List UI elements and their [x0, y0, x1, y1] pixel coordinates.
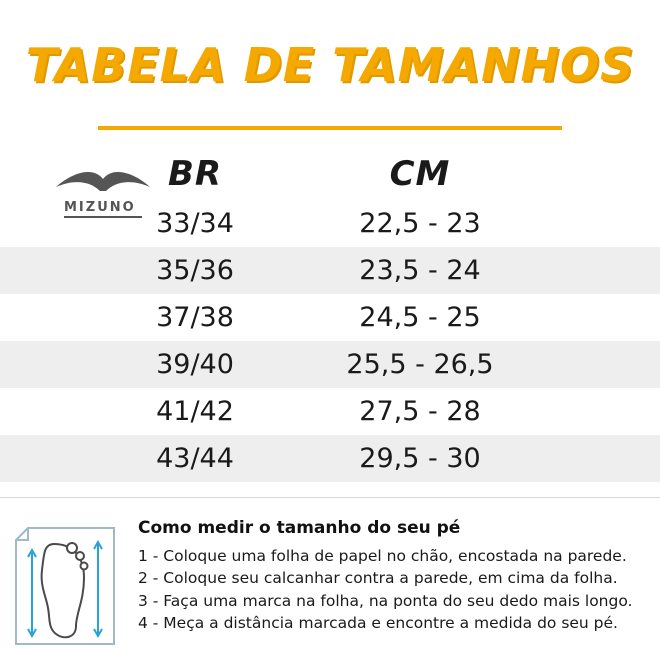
instruction-step: 2 - Coloque seu calcanhar contra a parede, em cima da folha.: [138, 569, 618, 588]
instruction-step: 1 - Coloque uma folha de papel no chão, encostada na parede.: [138, 547, 627, 565]
instructions-title: Como medir o tamanho do seu pé: [138, 518, 461, 538]
cell-cm: 22,5 - 23: [359, 208, 481, 239]
cell-cm: 24,5 - 25: [359, 302, 481, 333]
svg-text:MIZUNO: MIZUNO: [64, 200, 136, 215]
table-row: [0, 435, 660, 482]
cell-cm: 23,5 - 24: [359, 255, 481, 286]
cell-br: 39/40: [156, 349, 234, 380]
column-header-br: BR: [167, 154, 223, 194]
table-row: [0, 247, 660, 294]
cell-br: 35/36: [156, 255, 234, 286]
foot-measure-icon: [0, 512, 138, 660]
cell-br: 33/34: [156, 208, 234, 239]
column-header-cm: CM: [389, 154, 451, 194]
instruction-step: 4 - Meça a distância marcada e encontre a medida do seu pé.: [138, 614, 618, 633]
instruction-step: 3 - Faça uma marca na folha, na ponta do seu dedo mais longo.: [138, 591, 633, 610]
measure-instructions: [0, 512, 660, 660]
cell-br: 43/44: [156, 443, 234, 474]
instructions-text: [138, 512, 632, 660]
cell-cm: 27,5 - 28: [359, 396, 481, 427]
table-bottom-divider: [0, 497, 660, 498]
table-row: [0, 294, 660, 341]
table-header-row: [0, 148, 660, 200]
cell-cm: 29,5 - 30: [359, 443, 481, 474]
cell-br: 37/38: [156, 302, 234, 333]
table-row: [0, 388, 660, 435]
title-divider: [98, 126, 562, 130]
table-row: [0, 200, 660, 247]
table-row: [0, 341, 660, 388]
page-title: TABELA DE TAMANHOS: [25, 38, 635, 92]
cell-br: 41/42: [156, 396, 234, 427]
cell-cm: 25,5 - 26,5: [346, 349, 494, 380]
size-table: [0, 148, 660, 482]
